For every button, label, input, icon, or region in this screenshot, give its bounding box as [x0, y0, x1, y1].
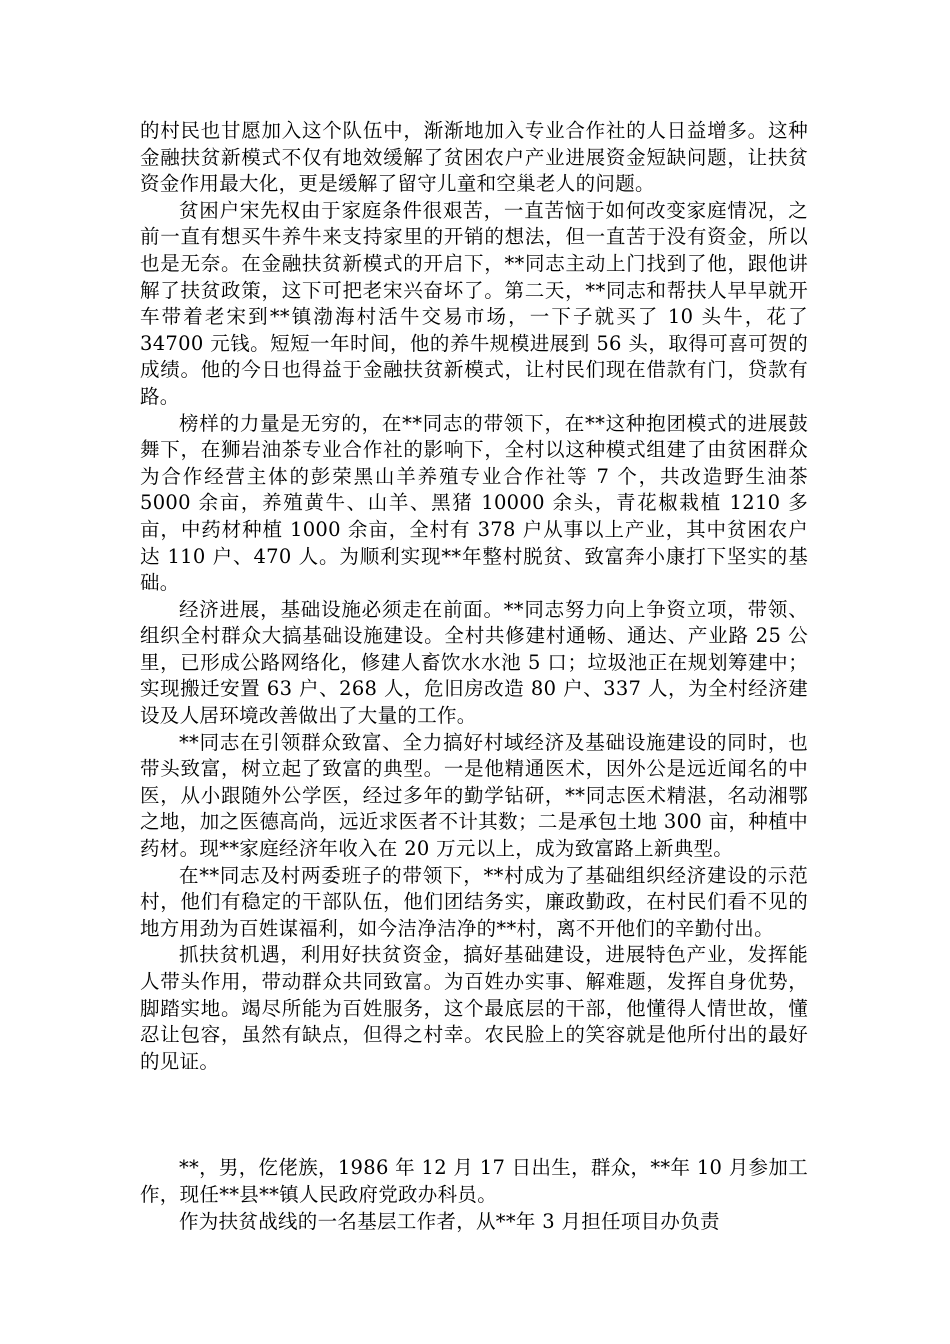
paragraph-3: 榜样的力量是无穷的，在**同志的带领下，在**这种抱团模式的进展鼓舞下，在狮岩油茶专业合作社的影响下，全村以这种模式组建了由贫困群众为合作经营主体的彭荣黑山羊养殖专业合作社等 7 个，共改造野生油茶 5000 余亩，养殖黄牛、山羊、黑猪 10000 余头，青花椒栽植 1210 多亩，中药材种植 1000 余亩，全村有 378 户从事以上产业，其中贫困农户达 110 户、470 人。为顺利实现**年整村脱贫、致富奔小康打下坚实的基础。 [140, 411, 808, 595]
paragraph-4: 经济进展，基础设施必须走在前面。**同志努力向上争资立项，带领、组织全村群众大搞基础设施建设。全村共修建村通畅、通达、产业路 25 公里，已形成公路网络化，修建人畜饮水水池 5 口；垃圾池正在规划筹建中；实现搬迁安置 63 户、268 人，危旧房改造 80 户、337 人，为全村经济建设及人居环境改善做出了大量的工作。 [140, 597, 808, 728]
paragraph-7: 抓扶贫机遇，利用好扶贫资金，搞好基础建设，进展特色产业，发挥能人带头作用，带动群众共同致富。为百姓办实事、解难题，发挥自身优势，脚踏实地。竭尽所能为百姓服务，这个最底层的干部，他懂得人情世故，懂忍让包容，虽然有缺点，但得之村幸。农民脸上的笑容就是他所付出的最好的见证。 [140, 943, 808, 1073]
paragraph-6: 在**同志及村两委班子的带领下，**村成为了基础组织经济建设的示范村，他们有稳定的干部队伍，他们团结务实，廉政勤政，在村民们看不见的地方用劲为百姓谋福利，如今洁净洁净的**村，离不开他们的辛勤付出。 [140, 863, 808, 940]
section-gap [140, 1075, 808, 1155]
paragraph-5: **同志在引领群众致富、全力搞好村域经济及基础设施建设的同时，也带头致富，树立起了致富的典型。一是他精通医术，因外公是远近闻名的中医，从小跟随外公学医，经过多年的勤学钻研，**同志医术精湛，名动湘鄂之地，加之医德高尚，远近求医者不计其数；二是承包土地 300 亩，种植中药材。现**家庭经济年收入在 20 万元以上，成为致富路上新典型。 [140, 730, 808, 861]
paragraph-1: 的村民也甘愿加入这个队伍中，渐渐地加入专业合作社的人日益增多。这种金融扶贫新模式不仅有地效缓解了贫困农户产业进展资金短缺问题，让扶贫资金作用最大化，更是缓解了留守儿童和空巢老人的问题。 [140, 119, 808, 196]
document-page [140, 118, 808, 1235]
paragraph-2: 贫困户宋先权由于家庭条件很艰苦，一直苦恼于如何改变家庭情况，之前一直有想买牛养牛来支持家里的开销的想法，但一直苦于没有资金，所以也是无奈。在金融扶贫新模式的开启下，**同志主动上门找到了他，跟他讲解了扶贫政策，这下可把老宋兴奋坏了。第二天，**同志和帮扶人早早就开车带着老宋到**镇渤海村活牛交易市场，一下子就买了 10 头牛，花了 34700 元钱。短短一年时间，他的养牛规模进展到 56 头，取得可喜可贺的成绩。他的今日也得益于金融扶贫新模式，让村民们现在借款有门，贷款有路。 [140, 198, 808, 408]
paragraph-8: **，男，仡佬族，1986 年 12 月 17 日出生，群众，**年 10 月参加工作，现任**县**镇人民政府党政办科员。 [140, 1156, 808, 1206]
paragraph-9: 作为扶贫战线的一名基层工作者，从**年 3 月担任项目办负责 [179, 1209, 720, 1233]
